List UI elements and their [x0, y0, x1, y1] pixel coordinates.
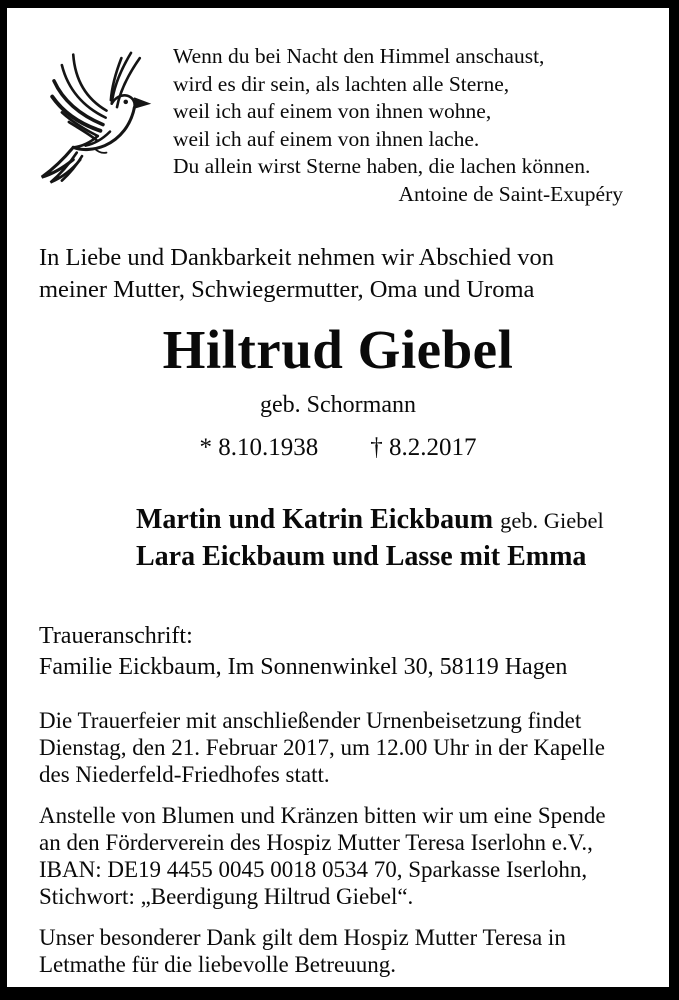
mourners-line: Lara Eickbaum und Lasse mit Emma [136, 541, 587, 572]
mourners-line [136, 502, 669, 539]
poem-line: wird es dir sein, als lachten alle Sterne, [173, 71, 510, 96]
funeral-line: Die Trauerfeier mit anschließender Urnenbeisetzung findet [39, 708, 582, 733]
obituary-page [7, 8, 669, 987]
poem-line: weil ich auf einem von ihnen wohne, [173, 99, 492, 123]
thanks-paragraph [39, 924, 669, 978]
mourning-address-value: Familie Eickbaum, Im Sonnenwinkel 30, 58119 Hagen [39, 654, 568, 680]
dove-icon [33, 44, 173, 200]
thanks-line: Unser besonderer Dank gilt dem Hospiz Mutter Teresa in [39, 925, 566, 950]
mourners-names: Martin und Katrin Eickbaum [136, 504, 494, 535]
poem-attribution: Antoine de Saint-Exupéry [398, 181, 623, 206]
death-date: † 8.2.2017 [370, 434, 477, 461]
birth-date: * 8.10.1938 [199, 434, 319, 461]
maiden-name: geb. Schormann [260, 392, 416, 418]
intro-line: In Liebe und Dankbarkeit nehmen wir Abschied von [39, 244, 555, 271]
mourning-address-label: Traueranschrift: [39, 623, 193, 649]
donation-line: Stichwort: „Beerdigung Hiltrud Giebel“. [39, 884, 414, 909]
poem [173, 42, 629, 208]
intro-text [39, 242, 669, 306]
donation-line: an den Förderverein des Hospiz Mutter Teresa Iserlohn e.V., [39, 830, 593, 855]
thanks-line: Letmathe für die liebevolle Betreuung. [39, 952, 397, 977]
donation-line: Anstelle von Blumen und Kränzen bitten wir um eine Spende [39, 803, 606, 828]
mourning-address-block [39, 621, 669, 683]
mourners-maiden-suffix: geb. Giebel [500, 508, 604, 533]
poem-line: Wenn du bei Nacht den Himmel anschaust, [173, 44, 545, 68]
life-dates [7, 433, 669, 463]
donation-paragraph [39, 802, 669, 910]
poem-line: weil ich auf einem von ihnen lache. [173, 126, 480, 151]
header-section [7, 8, 669, 208]
funeral-line: des Niederfeld-Friedhofes statt. [39, 762, 330, 787]
donation-line: IBAN: DE19 4455 0045 0018 0534 70, Sparkasse Iserlohn, [39, 857, 588, 882]
poem-line: Du allein wirst Sterne haben, die lachen können. [173, 154, 591, 178]
deceased-name: Hiltrud Giebel [162, 319, 514, 380]
funeral-paragraph [39, 707, 669, 788]
intro-line: meiner Mutter, Schwiegermutter, Oma und Uroma [39, 276, 535, 303]
mourners-block [136, 502, 669, 575]
funeral-line: Dienstag, den 21. Februar 2017, um 12.00 Uhr in der Kapelle [39, 735, 605, 760]
